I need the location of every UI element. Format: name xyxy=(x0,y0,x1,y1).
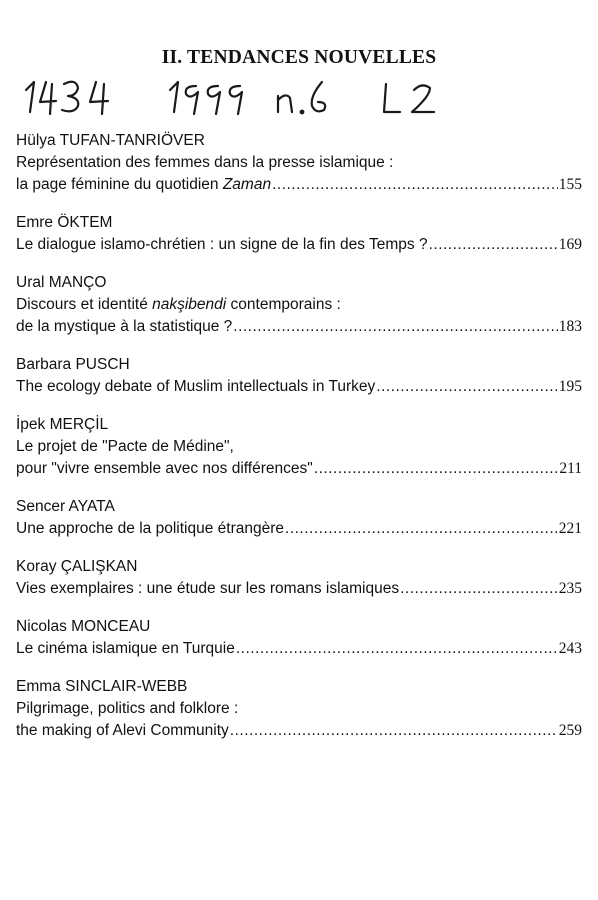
entry-title-line xyxy=(16,294,582,316)
dot-leader xyxy=(230,720,558,742)
entry-title-text: de la mystique à la statistique ? xyxy=(16,318,233,335)
entry-title-line[interactable] xyxy=(16,578,582,600)
entry-title-text: Vies exemplaires : une étude sur les romans islamiques xyxy=(16,580,400,597)
dot-leader xyxy=(233,316,557,338)
entry-title-text: Le projet de "Pacte de Médine", xyxy=(16,438,234,455)
entry-title-text: pour "vivre ensemble avec nos différences" xyxy=(16,460,313,477)
entry-page-number: 155 xyxy=(558,176,582,193)
dot-leader xyxy=(236,638,558,660)
entry-title-line[interactable] xyxy=(16,518,582,540)
toc-entry xyxy=(16,676,582,742)
entry-title-line[interactable] xyxy=(16,458,582,480)
entry-page-number: 183 xyxy=(558,318,582,335)
entry-title-text: The ecology debate of Muslim intellectuals in Turkey xyxy=(16,378,376,395)
entry-title-line[interactable] xyxy=(16,174,582,196)
dot-leader xyxy=(376,376,557,398)
entry-title-line[interactable] xyxy=(16,316,582,338)
entry-title-line[interactable] xyxy=(16,638,582,660)
table-of-contents xyxy=(16,130,582,758)
toc-entry xyxy=(16,130,582,196)
entry-page-number: 259 xyxy=(558,722,582,739)
toc-entry xyxy=(16,414,582,480)
entry-title-italic: Zaman xyxy=(222,176,272,193)
entry-title-text: la page féminine du quotidien xyxy=(16,176,223,193)
toc-entry xyxy=(16,616,582,660)
entry-title-text: Pilgrimage, politics and folklore : xyxy=(16,700,239,717)
toc-entry xyxy=(16,354,582,398)
entry-page-number: 211 xyxy=(559,460,582,477)
handwritten-note xyxy=(20,74,460,118)
dot-leader xyxy=(314,458,559,480)
toc-entry xyxy=(16,556,582,600)
entry-title-text: Le cinéma islamique en Turquie xyxy=(16,640,235,657)
toc-entry xyxy=(16,212,582,256)
entry-title-text: contemporains : xyxy=(226,296,341,313)
entry-author: Barbara PUSCH xyxy=(16,356,130,373)
dot-leader xyxy=(429,234,558,256)
entry-title-line[interactable] xyxy=(16,376,582,398)
entry-author: Ural MANÇO xyxy=(16,274,107,291)
entry-title-italic: nakşibendi xyxy=(152,296,227,313)
section-title: II. TENDANCES NOUVELLES xyxy=(161,47,437,68)
entry-author: Hülya TUFAN-TANRIÖVER xyxy=(16,132,205,149)
entry-title-text: Discours et identité xyxy=(16,296,153,313)
entry-author: Emma SINCLAIR-WEBB xyxy=(16,678,188,695)
entry-title-line xyxy=(16,436,582,458)
entry-title-line xyxy=(16,152,582,174)
entry-author: Emre ÖKTEM xyxy=(16,214,113,231)
entry-title-line[interactable] xyxy=(16,720,582,742)
toc-entry xyxy=(16,496,582,540)
entry-title-text: Une approche de la politique étrangère xyxy=(16,520,284,537)
entry-page-number: 235 xyxy=(558,580,582,597)
entry-page-number: 243 xyxy=(558,640,582,657)
toc-entry xyxy=(16,272,582,338)
entry-page-number: 169 xyxy=(558,236,582,253)
entry-title-line xyxy=(16,698,582,720)
entry-title-line[interactable] xyxy=(16,234,582,256)
entry-title-text: Représentation des femmes dans la presse islamique : xyxy=(16,154,394,171)
entry-title-text: the making of Alevi Community xyxy=(16,722,229,739)
entry-page-number: 221 xyxy=(558,520,582,537)
entry-author: İpek MERÇİL xyxy=(16,416,109,433)
entry-author: Koray ÇALIŞKAN xyxy=(16,558,138,575)
dot-leader xyxy=(285,518,558,540)
dot-leader xyxy=(400,578,558,600)
entry-author: Nicolas MONCEAU xyxy=(16,618,151,635)
entry-page-number: 195 xyxy=(558,378,582,395)
entry-title-text: Le dialogue islamo-chrétien : un signe de la fin des Temps ? xyxy=(16,236,428,253)
entry-author: Sencer AYATA xyxy=(16,498,115,515)
dot-leader xyxy=(272,174,558,196)
